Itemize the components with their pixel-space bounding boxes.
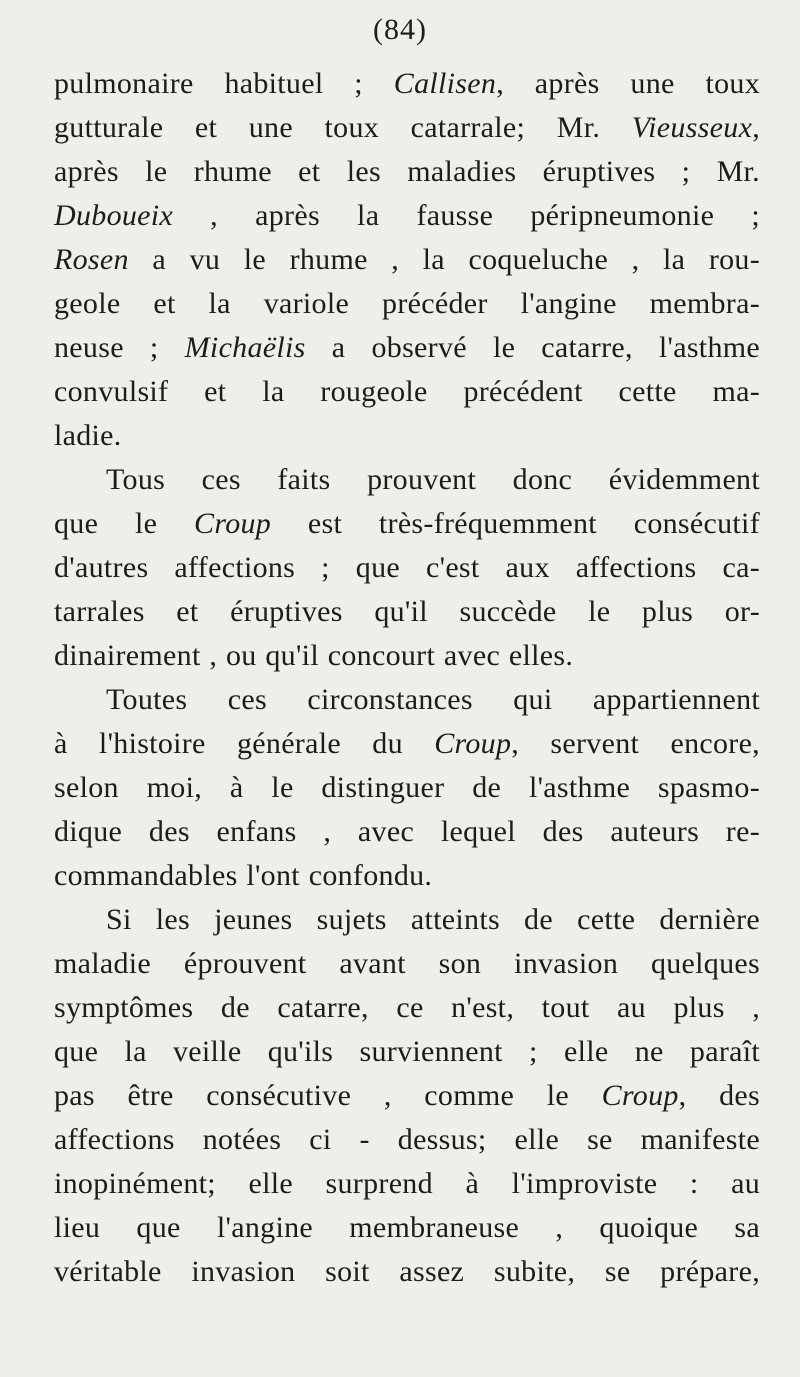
text-line: que le Croup est très-fréquemment consécutif — [54, 507, 760, 540]
text-line: à l'histoire générale du Croup, servent encore, — [54, 727, 760, 760]
text-line: ladie. — [54, 419, 122, 452]
text-line: Tous ces faits prouvent donc évidemment — [106, 463, 760, 496]
text-line: Rosen a vu le rhume , la coqueluche , la rou- — [54, 243, 760, 276]
text-line: dique des enfans , avec lequel des auteurs re- — [54, 815, 760, 848]
text-line: convulsif et la rougeole précédent cette ma- — [54, 375, 760, 408]
text-line: symptômes de catarre, ce n'est, tout au plus , — [54, 991, 760, 1024]
text-line: Toutes ces circonstances qui appartiennent — [106, 683, 760, 716]
text-line: pas être consécutive , comme le Croup, des — [54, 1079, 760, 1112]
page-number: (84) — [373, 13, 427, 46]
text-line: inopinément; elle surprend à l'improviste : au — [54, 1167, 760, 1200]
text-line: maladie éprouvent avant son invasion quelques — [54, 947, 760, 980]
text-block — [54, 62, 760, 1294]
text-line: lieu que l'angine membraneuse , quoique sa — [54, 1211, 760, 1244]
text-line: véritable invasion soit assez subite, se prépare, — [54, 1255, 760, 1288]
text-line: selon moi, à le distinguer de l'asthme spasmo- — [54, 771, 760, 804]
text-line: pulmonaire habituel ; Callisen, après une toux — [54, 67, 761, 100]
text-line: commandables l'ont confondu. — [54, 859, 433, 892]
text-line: tarrales et éruptives qu'il succède le plus or- — [54, 595, 760, 628]
text-line: gutturale et une toux catarrale; Mr. Vieusseux, — [54, 111, 760, 144]
text-line: après le rhume et les maladies éruptives ; Mr. — [54, 155, 760, 188]
text-line: que la veille qu'ils surviennent ; elle ne paraît — [54, 1035, 760, 1068]
text-line: neuse ; Michaëlis a observé le catarre, l'asthme — [54, 331, 760, 364]
text-line: affections notées ci - dessus; elle se manifeste — [54, 1123, 760, 1156]
text-line: Duboueix , après la fausse péripneumonie ; — [54, 199, 760, 232]
text-line: dinairement , ou qu'il concourt avec elles. — [54, 639, 574, 672]
text-line: Si les jeunes sujets atteints de cette dernière — [106, 903, 760, 936]
text-line: d'autres affections ; que c'est aux affections ca- — [54, 551, 760, 584]
text-line: geole et la variole précéder l'angine membra- — [54, 287, 760, 320]
